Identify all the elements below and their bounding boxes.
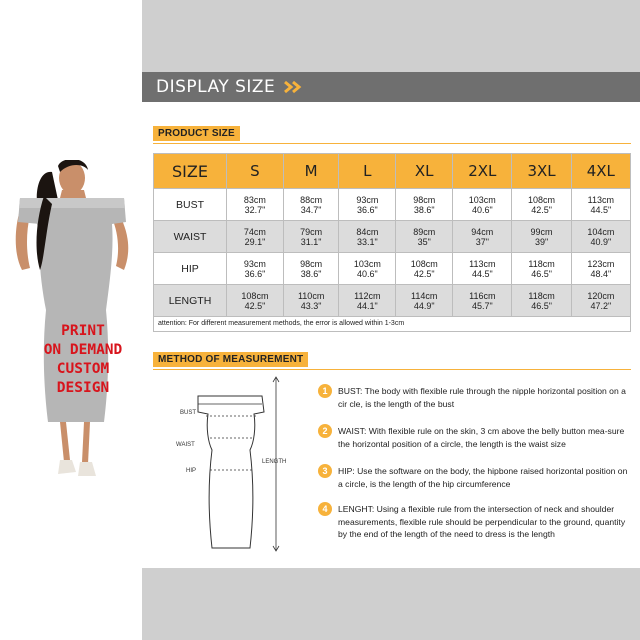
cell-cm: 93cm — [356, 194, 379, 205]
cell-in: 42.5" — [244, 300, 266, 311]
cell-cm: 84cm — [356, 226, 379, 237]
cell-in: 47.2" — [590, 300, 612, 311]
cell-in: 40.9" — [590, 236, 612, 247]
table-row — [154, 189, 631, 221]
step-item — [318, 385, 630, 410]
cell-in: 42.5" — [531, 204, 552, 215]
cell-cm: 88cm — [300, 194, 323, 205]
header-cell: 3XL — [512, 154, 571, 189]
cell-in: 45.7" — [471, 300, 493, 311]
table-cell — [339, 253, 396, 285]
row-label: HIP — [154, 253, 227, 285]
cell-cm: 110cm — [297, 290, 325, 301]
step-item — [318, 425, 630, 450]
section-rule — [153, 369, 631, 370]
cell-cm: 114cm — [411, 290, 438, 301]
print-on-demand-overlay — [28, 322, 138, 398]
cell-in: 44.9" — [413, 300, 435, 311]
product-size-label: PRODUCT SIZE — [153, 126, 240, 141]
section-rule — [153, 143, 631, 144]
cell-cm: 113cm — [469, 258, 496, 269]
cell-cm: 120cm — [587, 290, 615, 301]
cell-in: 43.3" — [300, 300, 322, 311]
cell-cm: 99cm — [530, 226, 553, 237]
table-cell — [453, 285, 512, 317]
cell-in: 44.5" — [590, 204, 612, 215]
step-text: HIP: Use the software on the body, the hipbone raised horizontal position on a circle, is the length of the hip circumference — [338, 466, 628, 489]
header-cell: M — [283, 154, 339, 189]
table-cell — [283, 189, 339, 221]
diagram-label-length: LENGTH — [262, 459, 287, 465]
table-cell — [512, 221, 571, 253]
cell-in: 32.7" — [244, 204, 266, 215]
step-number-badge: 1 — [318, 384, 332, 398]
step-text: BUST: The body with flexible rule through the nipple horizontal position on a cir cle, is the length of the bust — [338, 386, 626, 409]
cell-in: 33.1" — [357, 236, 378, 247]
table-cell — [339, 285, 396, 317]
overlay-line: CUSTOM — [56, 361, 110, 377]
cell-in: 39" — [534, 236, 549, 247]
cell-in: 38.6" — [413, 204, 435, 215]
cell-in: 36.6" — [357, 204, 378, 215]
size-table — [153, 153, 631, 332]
product-size-header — [153, 123, 631, 144]
table-cell — [339, 189, 396, 221]
cell-cm: 98cm — [413, 194, 436, 205]
table-cell — [571, 285, 630, 317]
table-row — [154, 253, 631, 285]
header-cell: 4XL — [571, 154, 630, 189]
cell-cm: 74cm — [243, 226, 266, 237]
cell-cm: 113cm — [587, 194, 615, 205]
header-cell: S — [227, 154, 284, 189]
table-cell — [227, 253, 284, 285]
table-cell — [396, 189, 453, 221]
cell-cm: 118cm — [528, 258, 555, 269]
cell-cm: 104cm — [587, 226, 615, 237]
table-row — [154, 221, 631, 253]
method-label: METHOD OF MEASUREMENT — [153, 352, 308, 367]
row-label: WAIST — [154, 221, 227, 253]
method-header — [153, 349, 631, 370]
cell-in: 36.6" — [244, 268, 266, 279]
table-cell — [227, 221, 284, 253]
cell-cm: 123cm — [587, 258, 615, 269]
table-cell — [571, 189, 630, 221]
diagram-label-waist: WAIST — [176, 442, 195, 448]
table-cell — [453, 253, 512, 285]
table-cell — [453, 221, 512, 253]
cell-in: 46.5" — [531, 300, 552, 311]
size-table-header — [154, 154, 631, 189]
cell-in: 44.5" — [471, 268, 493, 279]
top-gray-band — [142, 0, 640, 72]
cell-in: 35" — [417, 236, 431, 247]
cell-cm: 89cm — [413, 226, 436, 237]
step-number-badge: 2 — [318, 424, 332, 438]
overlay-line: ON DEMAND — [43, 342, 123, 358]
step-item — [318, 503, 630, 541]
cell-cm: 103cm — [353, 258, 381, 269]
cell-in: 44.1" — [357, 300, 378, 311]
table-cell — [512, 189, 571, 221]
table-cell — [571, 221, 630, 253]
cell-cm: 103cm — [468, 194, 496, 205]
cell-cm: 116cm — [469, 290, 496, 301]
table-cell — [283, 285, 339, 317]
cell-cm: 112cm — [354, 290, 381, 301]
step-text: LENGHT: Using a flexible rule from the intersection of neck and shoulder measurements, flexible rule should be perpendicular to the ground, quantity by the end of the length of the need to dress is the length — [338, 504, 626, 539]
table-cell — [227, 285, 284, 317]
cell-in: 34.7" — [300, 204, 322, 215]
header-cell: 2XL — [453, 154, 512, 189]
cell-in: 42.5" — [413, 268, 435, 279]
row-label: BUST — [154, 189, 227, 221]
table-cell — [396, 285, 453, 317]
table-cell — [396, 253, 453, 285]
table-cell — [283, 253, 339, 285]
header-cell: L — [339, 154, 396, 189]
table-cell — [283, 221, 339, 253]
overlay-line: DESIGN — [56, 380, 110, 396]
cell-in: 29.1" — [244, 236, 266, 247]
cell-cm: 98cm — [300, 258, 323, 269]
table-cell — [339, 221, 396, 253]
header-cell: SIZE — [154, 154, 227, 189]
cell-cm: 94cm — [471, 226, 494, 237]
diagram-label-hip: HIP — [186, 468, 197, 474]
cell-cm: 83cm — [243, 194, 266, 205]
cell-cm: 93cm — [243, 258, 266, 269]
table-cell — [396, 221, 453, 253]
bottom-gray-band — [142, 568, 640, 640]
step-number-badge: 4 — [318, 502, 332, 516]
header-cell: XL — [396, 154, 453, 189]
cell-cm: 108cm — [241, 290, 269, 301]
cell-in: 38.6" — [300, 268, 322, 279]
table-note-row — [154, 317, 631, 332]
display-size-banner — [142, 72, 640, 102]
table-cell — [227, 189, 284, 221]
cell-in: 31.1" — [300, 236, 322, 247]
step-item — [318, 465, 630, 490]
cell-cm: 108cm — [410, 258, 438, 269]
cell-in: 40.6" — [357, 268, 378, 279]
cell-cm: 118cm — [528, 290, 555, 301]
measurement-diagram — [170, 372, 300, 562]
table-cell — [512, 253, 571, 285]
step-number-badge: 3 — [318, 464, 332, 478]
row-label: LENGTH — [154, 285, 227, 317]
cell-in: 48.4" — [590, 268, 612, 279]
cell-cm: 108cm — [528, 194, 556, 205]
double-chevron-icon — [283, 80, 305, 94]
cell-cm: 79cm — [300, 226, 323, 237]
table-row — [154, 285, 631, 317]
measurement-steps — [318, 385, 630, 545]
cell-in: 46.5" — [531, 268, 552, 279]
cell-in: 40.6" — [471, 204, 493, 215]
overlay-line: PRINT — [61, 323, 105, 339]
banner-title: DISPLAY SIZE — [156, 77, 276, 97]
table-cell — [453, 189, 512, 221]
table-cell — [512, 285, 571, 317]
diagram-label-bust: BUST — [180, 410, 197, 416]
table-note: attention: For different measurement methods, the error is allowed within 1-3cm — [154, 317, 631, 332]
cell-in: 37" — [475, 236, 489, 247]
step-text: WAIST: With flexible rule on the skin, 3 cm above the belly button mea-sure the horizontal position of a circle, the length is the waist size — [338, 426, 625, 449]
table-cell — [571, 253, 630, 285]
